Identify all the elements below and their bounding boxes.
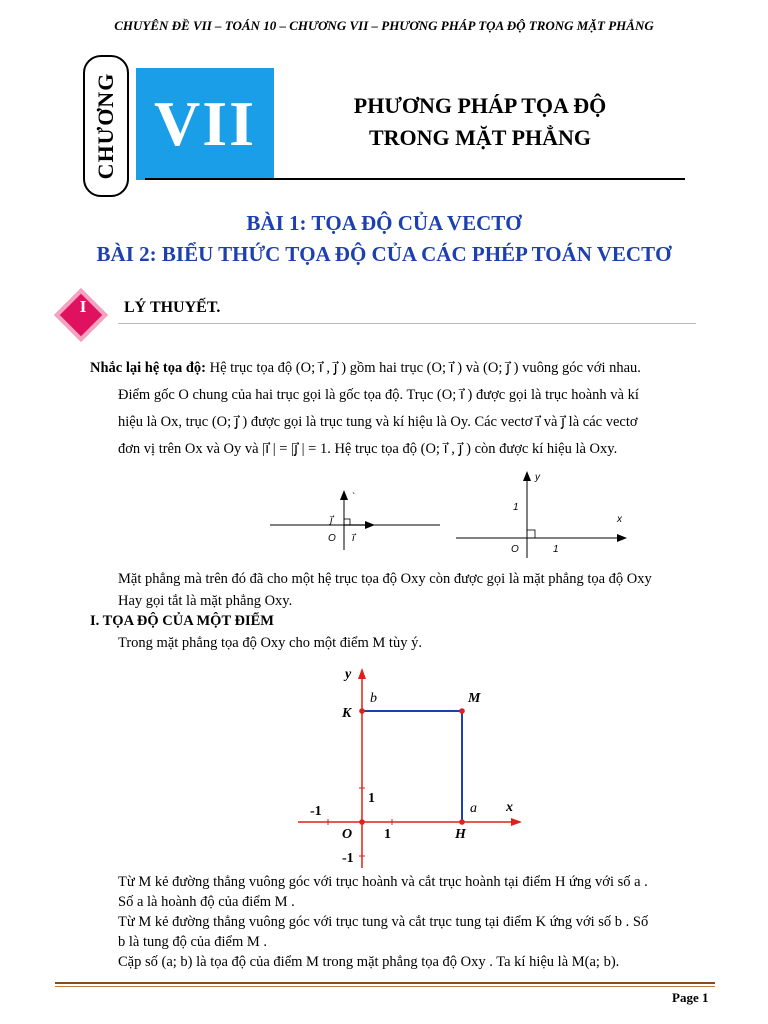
intro-line-3: hiệu là Ox, trục (O; j⃗ ) được gọi là trục tung và kí hiệu là Oy. Các vectơ i⃗ và j⃗ là các vectơ	[118, 414, 638, 430]
point-section-heading: I. TỌA ĐỘ CỦA MỘT ĐIỂM	[90, 613, 274, 629]
explain-line-1: Từ M kẻ đường thẳng vuông góc với trục hoành và cắt trục hoành tại điểm H ứng với số a .	[118, 874, 648, 890]
fig3-minus-one-y-label: -1	[342, 851, 354, 866]
lesson-1-title: BÀI 1: TỌA ĐỘ CỦA VECTƠ	[246, 211, 522, 235]
fig3-y-label: y	[345, 667, 352, 682]
fig3-O-label: O	[342, 827, 353, 842]
footer-rule-thin	[55, 986, 715, 987]
intro-line-4: đơn vị trên Ox và Oy và |i⃗ | = |j⃗ | = 1. Hệ trục tọa độ (O; i⃗ , j⃗ ) còn được kí hiệu là Oxy.	[118, 441, 618, 457]
fig3-one-y-label: 1	[368, 791, 375, 806]
fig3-one-x-label: 1	[384, 827, 391, 842]
fig1-j-label: j⃗	[330, 515, 333, 526]
fig1-i-label: i⃗	[352, 533, 355, 544]
intro-bold-label: Nhắc lại hệ tọa độ:	[90, 360, 206, 376]
fig3-b-label: b	[370, 691, 377, 706]
intro-line-1-text: Hệ trục tọa độ (O; i⃗ , j⃗ ) gồm hai trục (O; i⃗ ) và (O; j⃗ ) vuông góc với nhau.	[209, 360, 641, 376]
page-header: CHUYÊN ĐỀ VII – TOÁN 10 – CHƯƠNG VII – PHƯƠNG PHÁP TỌA ĐỘ TRONG MẶT PHẲNG	[114, 18, 654, 33]
fig1-origin-label: O	[328, 533, 336, 544]
fig2-one-y-label: 1	[513, 502, 519, 513]
oxy-axes-figure	[453, 466, 633, 561]
lesson-2-title: BÀI 2: BIỂU THỨC TỌA ĐỘ CỦA CÁC PHÉP TOÁN VECTƠ	[96, 242, 672, 266]
fig2-origin-label: O	[511, 544, 519, 555]
fig3-a-label: a	[470, 801, 477, 816]
chapter-label-box	[83, 55, 129, 197]
explain-line-3: Từ M kẻ đường thẳng vuông góc với trục tung và cắt trục tung tại điểm K ứng với số b . Số	[118, 914, 649, 930]
chapter-number-box	[136, 68, 274, 180]
point-coordinates-figure	[298, 660, 528, 870]
chapter-label: CHƯƠNG	[93, 72, 118, 180]
explain-line-2: Số a là hoành độ của điểm M .	[118, 894, 295, 910]
fig2-one-x-label: 1	[553, 544, 559, 555]
explain-line-4: b là tung độ của điểm M .	[118, 934, 268, 950]
chapter-title	[290, 90, 670, 154]
fig3-H-label: H	[455, 827, 466, 842]
intro-line-1	[90, 355, 710, 381]
unit-vectors-figure	[268, 478, 443, 553]
fig2-x-label: x	[617, 514, 622, 525]
chapter-title-line2: TRONG MẶT PHẲNG	[368, 125, 592, 150]
intro-line-2: Điểm gốc O chung của hai trục gọi là gốc tọa độ. Trục (O; i⃗ ) được gọi là trục hoành và kí	[118, 387, 639, 403]
section-title: LÝ THUYẾT.	[124, 299, 221, 316]
chapter-number: VII	[153, 88, 257, 159]
page-number: Page 1	[672, 990, 709, 1005]
fig3-M-label: M	[468, 691, 481, 706]
fig3-x-label: x	[506, 800, 513, 815]
plane-line-1: Mặt phẳng mà trên đó đã cho một hệ trục tọa độ Oxy còn được gọi là mặt phẳng tọa độ Oxy	[118, 571, 652, 587]
fig3-minus-one-x-label: -1	[310, 804, 322, 819]
section-divider	[118, 323, 696, 324]
fig3-K-label: K	[342, 706, 352, 721]
footer-rule	[55, 982, 715, 984]
fig2-y-label: y	[535, 472, 540, 483]
section-badge-label: I	[79, 297, 87, 316]
plane-line-2: Hay gọi tắt là mặt phẳng Oxy.	[118, 593, 293, 609]
chapter-underline	[145, 178, 685, 180]
explain-line-5: Cặp số (a; b) là tọa độ của điểm M trong mặt phẳng tọa độ Oxy . Ta kí hiệu là M(a; b).	[118, 954, 620, 970]
fig1-tick-mark: `	[352, 492, 356, 503]
point-section-intro: Trong mặt phẳng tọa độ Oxy cho một điểm M tùy ý.	[118, 635, 422, 651]
chapter-title-line1: PHƯƠNG PHÁP TỌA ĐỘ	[353, 93, 607, 118]
